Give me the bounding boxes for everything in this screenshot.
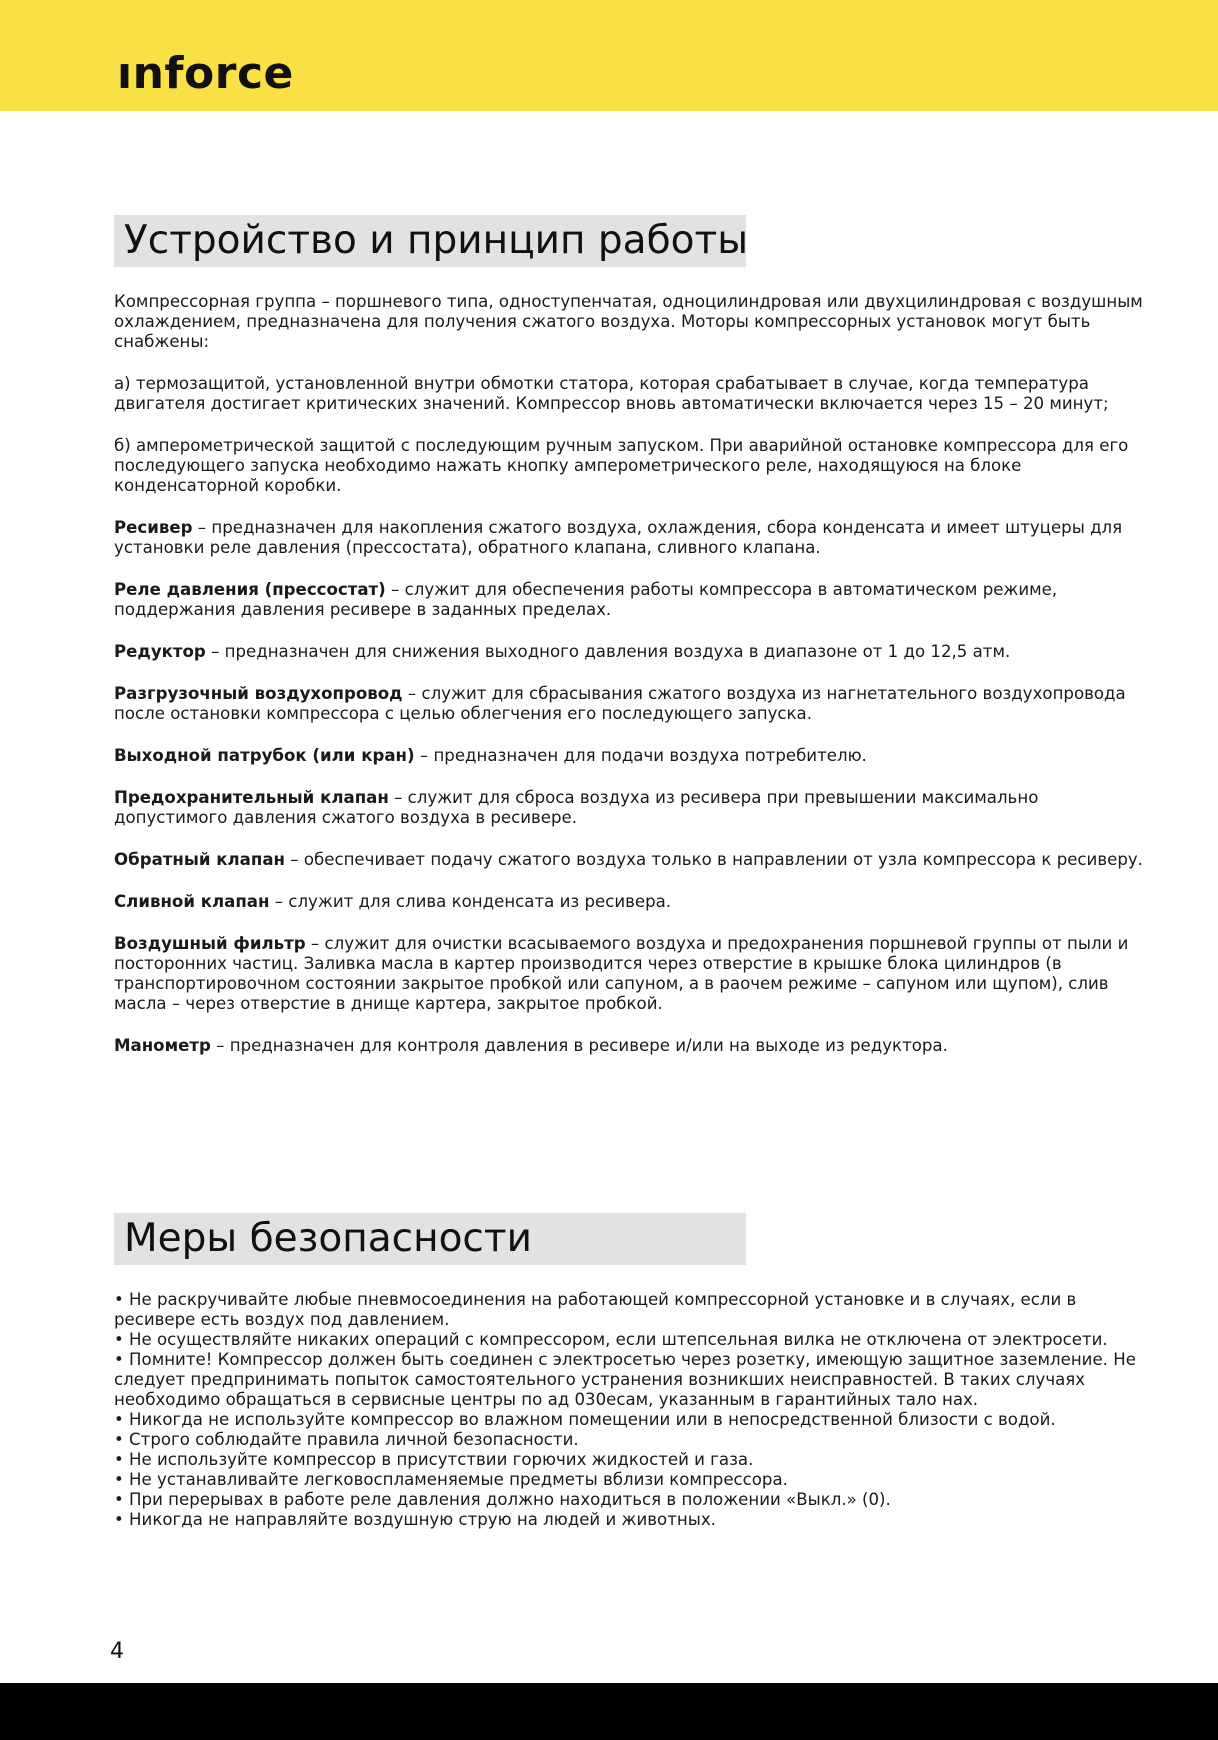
component-term: Предохранительный клапан <box>114 788 389 807</box>
component-description: – предназначен для снижения выходного давления воздуха в диапазоне от 1 до 12,5 атм. <box>205 642 1011 661</box>
protection-item-a: а) термозащитой, установленной внутри обмотки статора, которая срабатывает в случае, когда температура двигателя достигает критических значений. Компрессор вновь автоматически включается через 15 – 20 минут; <box>114 374 1109 413</box>
intro-paragraph: Компрессорная группа – поршневого типа, одноступенчатая, одноцилиндровая или двухцилиндровая с воздушным охлаждением, предназначена для получения сжатого воздуха. Моторы компрессорных установок могут быть снабжены: <box>114 292 1143 351</box>
component-term: Сливной клапан <box>114 892 270 911</box>
section-safety-content <box>114 1290 1144 1530</box>
section-title-device: Устройство и принцип работы <box>114 215 746 267</box>
safety-rule: • Никогда не направляйте воздушную струю на людей и животных. <box>114 1510 716 1529</box>
component-term: Ресивер <box>114 518 193 537</box>
component-description: – предназначен для контроля давления в ресивере и/или на выходе из редуктора. <box>210 1036 948 1055</box>
component-reducer <box>114 642 1144 662</box>
component-receiver <box>114 518 1144 558</box>
safety-rule: • Помните! Компрессор должен быть соединен с электросетью через розетку, имеющую защитное заземление. Не следует предпринимать попыток самостоятельного устранения возникших неисправностей. В таких случаях необходимо обращаться в сервисные центры по ад 030есам, указанным в гарантийных тало нах. <box>114 1350 1136 1409</box>
safety-rules-list <box>114 1290 1144 1530</box>
component-description: – служит для сброса воздуха из ресивера при превышении максимально допустимого давления сжатого воздуха в ресивере. <box>114 788 1039 827</box>
safety-rule: • Не используйте компрессор в присутствии горючих жидкостей и газа. <box>114 1450 754 1469</box>
component-air-filter <box>114 934 1144 1014</box>
component-term: Редуктор <box>114 642 206 661</box>
component-manometer <box>114 1036 1144 1056</box>
component-description: – служит для сбрасывания сжатого воздуха из нагнетательного воздухопровода после остановки компрессора с целью облегчения его последующего запуска. <box>114 684 1126 723</box>
safety-rule: • Не осуществляйте никаких операций с компрессором, если штепсельная вилка не отключена от электросети. <box>114 1330 1108 1349</box>
component-term: Разгрузочный воздухопровод <box>114 684 403 703</box>
section-title-safety: Меры безопасности <box>114 1213 746 1265</box>
component-description: – предназначен для подачи воздуха потребителю. <box>414 746 867 765</box>
safety-rule: • Строго соблюдайте правила личной безопасности. <box>114 1430 579 1449</box>
component-description: – служит для обеспечения работы компрессора в автоматическом режиме, поддержания давления ресивере в заданных пределах. <box>114 580 1058 619</box>
safety-rule: • Не устанавливайте легковоспламеняемые предметы вблизи компрессора. <box>114 1470 788 1489</box>
component-description: – предназначен для накопления сжатого воздуха, охлаждения, сбора конденсата и имеет штуцеры для установки реле давления (прессостата), обратного клапана, сливного клапана. <box>114 518 1123 557</box>
component-pressure-switch <box>114 580 1144 620</box>
component-term: Выходной патрубок (или кран) <box>114 746 415 765</box>
protection-item-b: б) амперометрической защитой с последующим ручным запуском. При аварийной остановке компрессора для его последующего запуска необходимо нажать кнопку амперометрического реле, находящуюся на блоке конденсаторной коробки. <box>114 436 1129 495</box>
component-safety-valve <box>114 788 1144 828</box>
header-bar <box>0 0 1218 111</box>
component-unloading-line <box>114 684 1144 724</box>
safety-rule: • Никогда не используйте компрессор во влажном помещении или в непосредственной близости с водой. <box>114 1410 1056 1429</box>
section-device-content <box>114 292 1144 1056</box>
component-term: Манометр <box>114 1036 211 1055</box>
safety-rule: • Не раскручивайте любые пневмосоединения на работающей компрессорной установке и в случаях, если в ресивере есть воздух под давлением. <box>114 1290 1077 1329</box>
page-number: 4 <box>110 1639 124 1664</box>
brand-logo: ınforce <box>117 48 294 99</box>
component-term: Реле давления (прессостат) <box>114 580 386 599</box>
component-description: – служит для очистки всасываемого воздуха и предохранения поршневой группы от пыли и посторонних частиц. Заливка масла в картер производится через отверстие в крышке блока цилиндров (в транспортировочном состоянии закрытое пробкой или сапуном, а в раочем режиме – сапуном или щупом), слив масла – через отверстие в днище картера, закрытое пробкой. <box>114 934 1129 1013</box>
footer-bar <box>0 1683 1218 1740</box>
component-term: Обратный клапан <box>114 850 286 869</box>
component-description: – обеспечивает подачу сжатого воздуха только в направлении от узла компрессора к ресиверу. <box>285 850 1143 869</box>
component-term: Воздушный фильтр <box>114 934 306 953</box>
safety-rule: • При перерывах в работе реле давления должно находиться в положении «Выкл.» (0). <box>114 1490 891 1509</box>
component-outlet <box>114 746 1144 766</box>
component-description: – служит для слива конденсата из ресивера. <box>269 892 672 911</box>
component-check-valve <box>114 850 1144 870</box>
component-drain-valve <box>114 892 1144 912</box>
